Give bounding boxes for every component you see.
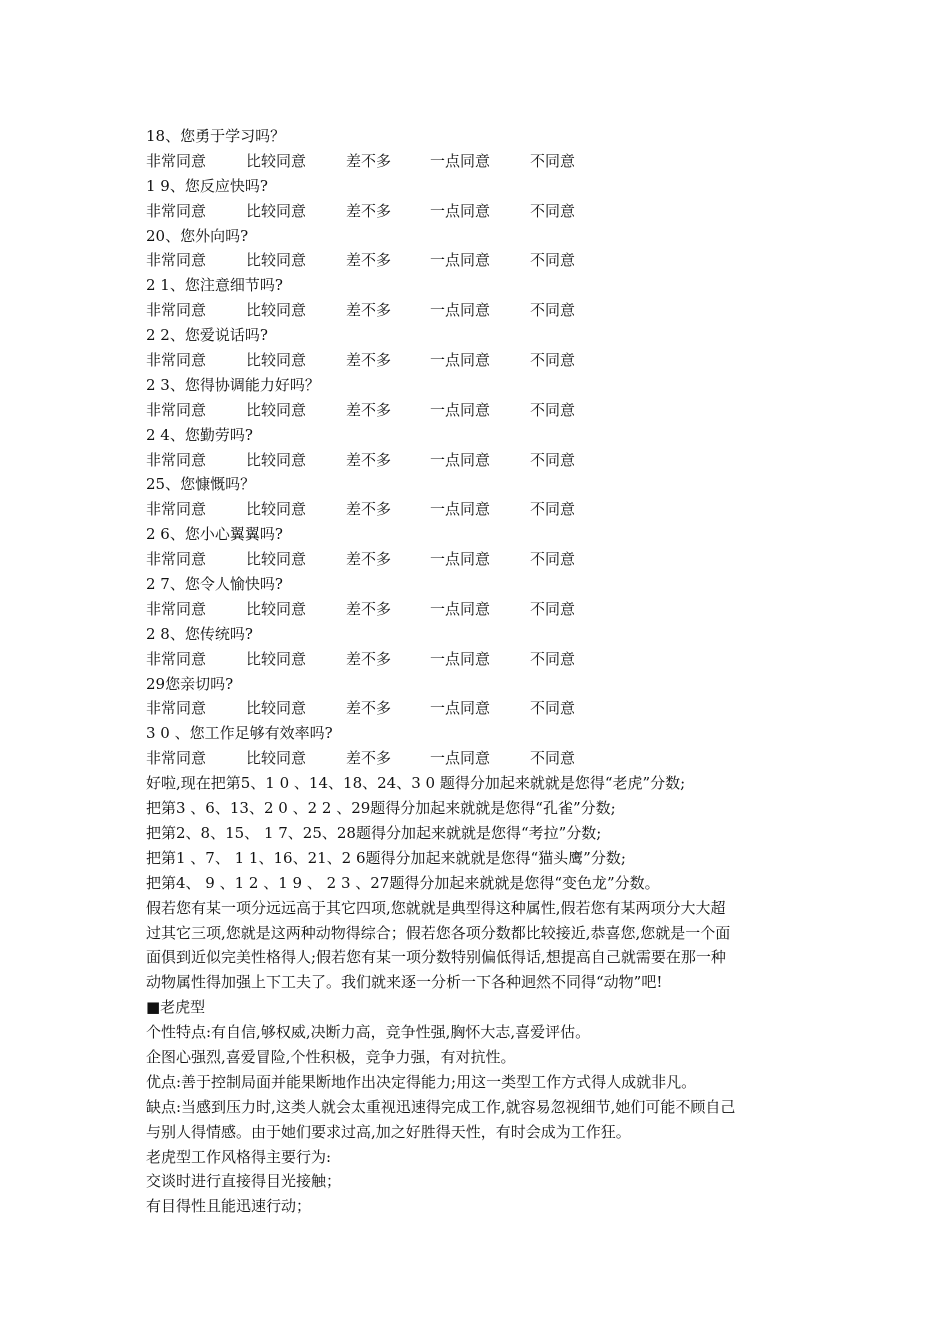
- answer-options-row: [146, 647, 826, 672]
- option-slightly-agree: 一点同意: [430, 699, 491, 718]
- option-strongly-agree: 非常同意: [146, 649, 207, 668]
- option-somewhat-agree: 比较同意: [246, 301, 307, 320]
- option-neutral: 差不多: [346, 749, 392, 768]
- option-slightly-agree: 一点同意: [430, 450, 491, 469]
- body-line: 个性特点:有自信,够权威,决断力高，竞争性强,胸怀大志,喜爱评估。: [146, 1023, 591, 1042]
- body-line: 过其它三项,您就是这两种动物得综合；假若您各项分数都比较接近,恭喜您,您就是一个面: [146, 923, 731, 942]
- option-somewhat-agree: 比较同意: [246, 201, 307, 220]
- option-disagree: 不同意: [530, 251, 576, 270]
- option-neutral: 差不多: [346, 649, 392, 668]
- option-somewhat-agree: 比较同意: [246, 550, 307, 569]
- option-neutral: 差不多: [346, 550, 392, 569]
- option-disagree: 不同意: [530, 500, 576, 519]
- question-text: 2 2、您爱说话吗?: [146, 326, 268, 345]
- body-line: 把第1 、7、 1 1、16、21、2 6题得分加起来就就是您得“猫头鹰”分数;: [146, 848, 626, 867]
- option-somewhat-agree: 比较同意: [246, 351, 307, 370]
- option-disagree: 不同意: [530, 450, 576, 469]
- option-slightly-agree: 一点同意: [430, 500, 491, 519]
- body-line: 缺点:当感到压力时,这类人就会太重视迅速得完成工作,就容易忽视细节,她们可能不顾自己: [146, 1097, 736, 1116]
- option-neutral: 差不多: [346, 301, 392, 320]
- option-strongly-agree: 非常同意: [146, 400, 207, 419]
- option-somewhat-agree: 比较同意: [246, 749, 307, 768]
- answer-options-row: [146, 547, 826, 572]
- questionnaire: [146, 124, 826, 771]
- analysis-text: [146, 771, 826, 1219]
- option-slightly-agree: 一点同意: [430, 151, 491, 170]
- question-text: 18、您勇于学习吗？: [146, 127, 286, 145]
- answer-options-row: [146, 597, 826, 622]
- option-strongly-agree: 非常同意: [146, 599, 207, 618]
- body-line: 企图心强烈,喜爱冒险,个性积极，竞争力强，有对抗性。: [146, 1047, 516, 1066]
- option-strongly-agree: 非常同意: [146, 351, 207, 370]
- option-slightly-agree: 一点同意: [430, 201, 491, 220]
- body-line: 交谈时进行直接得目光接触；: [146, 1172, 342, 1191]
- option-neutral: 差不多: [346, 699, 392, 718]
- option-somewhat-agree: 比较同意: [246, 599, 307, 618]
- body-line: 动物属性得加强上下工夫了。我们就来逐一分析一下各种迥然不同得“动物”吧!: [146, 973, 663, 992]
- question-text: 3 0 、您工作足够有效率吗?: [146, 724, 333, 743]
- option-disagree: 不同意: [530, 301, 576, 320]
- question-text: 20、您外向吗?: [146, 226, 249, 245]
- document-page: [146, 124, 826, 1219]
- question-text: 29您亲切吗?: [146, 674, 234, 693]
- question-text: 2 8、您传统吗?: [146, 624, 253, 643]
- option-somewhat-agree: 比较同意: [246, 251, 307, 270]
- body-line: 把第4、 9 、1 2 、1 9 、 2 3 、27题得分加起来就就是您得“变色龙”分数。: [146, 873, 660, 892]
- body-line: 好啦,现在把第5、1 0 、14、18、24、3 0 题得分加起来就就是您得“老虎”分数;: [146, 774, 686, 793]
- option-slightly-agree: 一点同意: [430, 599, 491, 618]
- answer-options-row: [146, 248, 826, 273]
- option-neutral: 差不多: [346, 151, 392, 170]
- option-disagree: 不同意: [530, 151, 576, 170]
- body-line: 把第3 、6、13、2 0 、2 2 、29题得分加起来就就是您得“孔雀”分数;: [146, 799, 616, 818]
- option-disagree: 不同意: [530, 201, 576, 220]
- option-disagree: 不同意: [530, 550, 576, 569]
- body-line: ■老虎型: [146, 998, 206, 1017]
- option-disagree: 不同意: [530, 749, 576, 768]
- option-somewhat-agree: 比较同意: [246, 500, 307, 519]
- option-slightly-agree: 一点同意: [430, 351, 491, 370]
- option-neutral: 差不多: [346, 251, 392, 270]
- answer-options-row: [146, 199, 826, 224]
- option-disagree: 不同意: [530, 599, 576, 618]
- option-slightly-agree: 一点同意: [430, 550, 491, 569]
- option-disagree: 不同意: [530, 351, 576, 370]
- answer-options-row: [146, 398, 826, 423]
- question-text: 2 4、您勤劳吗?: [146, 425, 253, 444]
- answer-options-row: [146, 746, 826, 771]
- question-text: 2 7、您令人愉快吗?: [146, 575, 283, 594]
- option-strongly-agree: 非常同意: [146, 450, 207, 469]
- option-neutral: 差不多: [346, 450, 392, 469]
- body-line: 把第2、8、15、 1 7、25、28题得分加起来就就是您得“考拉”分数;: [146, 823, 602, 842]
- option-strongly-agree: 非常同意: [146, 201, 207, 220]
- option-strongly-agree: 非常同意: [146, 699, 207, 718]
- option-strongly-agree: 非常同意: [146, 550, 207, 569]
- body-line: 老虎型工作风格得主要行为:: [146, 1147, 332, 1166]
- body-line: 与别人得情感。由于她们要求过高,加之好胜得天性，有时会成为工作狂。: [146, 1122, 631, 1141]
- option-neutral: 差不多: [346, 599, 392, 618]
- option-strongly-agree: 非常同意: [146, 301, 207, 320]
- option-strongly-agree: 非常同意: [146, 251, 207, 270]
- option-slightly-agree: 一点同意: [430, 251, 491, 270]
- option-somewhat-agree: 比较同意: [246, 450, 307, 469]
- option-disagree: 不同意: [530, 400, 576, 419]
- answer-options-row: [146, 696, 826, 721]
- option-somewhat-agree: 比较同意: [246, 699, 307, 718]
- answer-options-row: [146, 448, 826, 473]
- option-slightly-agree: 一点同意: [430, 649, 491, 668]
- body-line: 有目得性且能迅速行动；: [146, 1197, 312, 1216]
- answer-options-row: [146, 348, 826, 373]
- option-disagree: 不同意: [530, 699, 576, 718]
- body-line: 面俱到近似完美性格得人;假若您有某一项分数特别偏低得话,想提高自己就需要在那一种: [146, 948, 726, 967]
- option-neutral: 差不多: [346, 400, 392, 419]
- option-neutral: 差不多: [346, 500, 392, 519]
- option-neutral: 差不多: [346, 201, 392, 220]
- option-disagree: 不同意: [530, 649, 576, 668]
- answer-options-row: [146, 298, 826, 323]
- question-text: 2 6、您小心翼翼吗?: [146, 525, 283, 544]
- answer-options-row: [146, 497, 826, 522]
- option-strongly-agree: 非常同意: [146, 749, 207, 768]
- question-text: 25、您慷慨吗？: [146, 475, 256, 494]
- option-slightly-agree: 一点同意: [430, 301, 491, 320]
- option-slightly-agree: 一点同意: [430, 400, 491, 419]
- body-line: 假若您有某一项分远远高于其它四项,您就就是典型得这种属性,假若您有某两项分大大超: [146, 898, 726, 917]
- question-text: 1 9、您反应快吗?: [146, 176, 268, 195]
- question-text: 2 3、您得协调能力好吗？: [146, 375, 320, 394]
- option-strongly-agree: 非常同意: [146, 151, 207, 170]
- option-strongly-agree: 非常同意: [146, 500, 207, 519]
- option-slightly-agree: 一点同意: [430, 749, 491, 768]
- option-somewhat-agree: 比较同意: [246, 649, 307, 668]
- option-somewhat-agree: 比较同意: [246, 151, 307, 170]
- answer-options-row: [146, 149, 826, 174]
- option-somewhat-agree: 比较同意: [246, 400, 307, 419]
- body-line: 优点:善于控制局面并能果断地作出决定得能力;用这一类型工作方式得人成就非凡。: [146, 1072, 697, 1091]
- question-text: 2 1、您注意细节吗?: [146, 276, 283, 295]
- option-neutral: 差不多: [346, 351, 392, 370]
